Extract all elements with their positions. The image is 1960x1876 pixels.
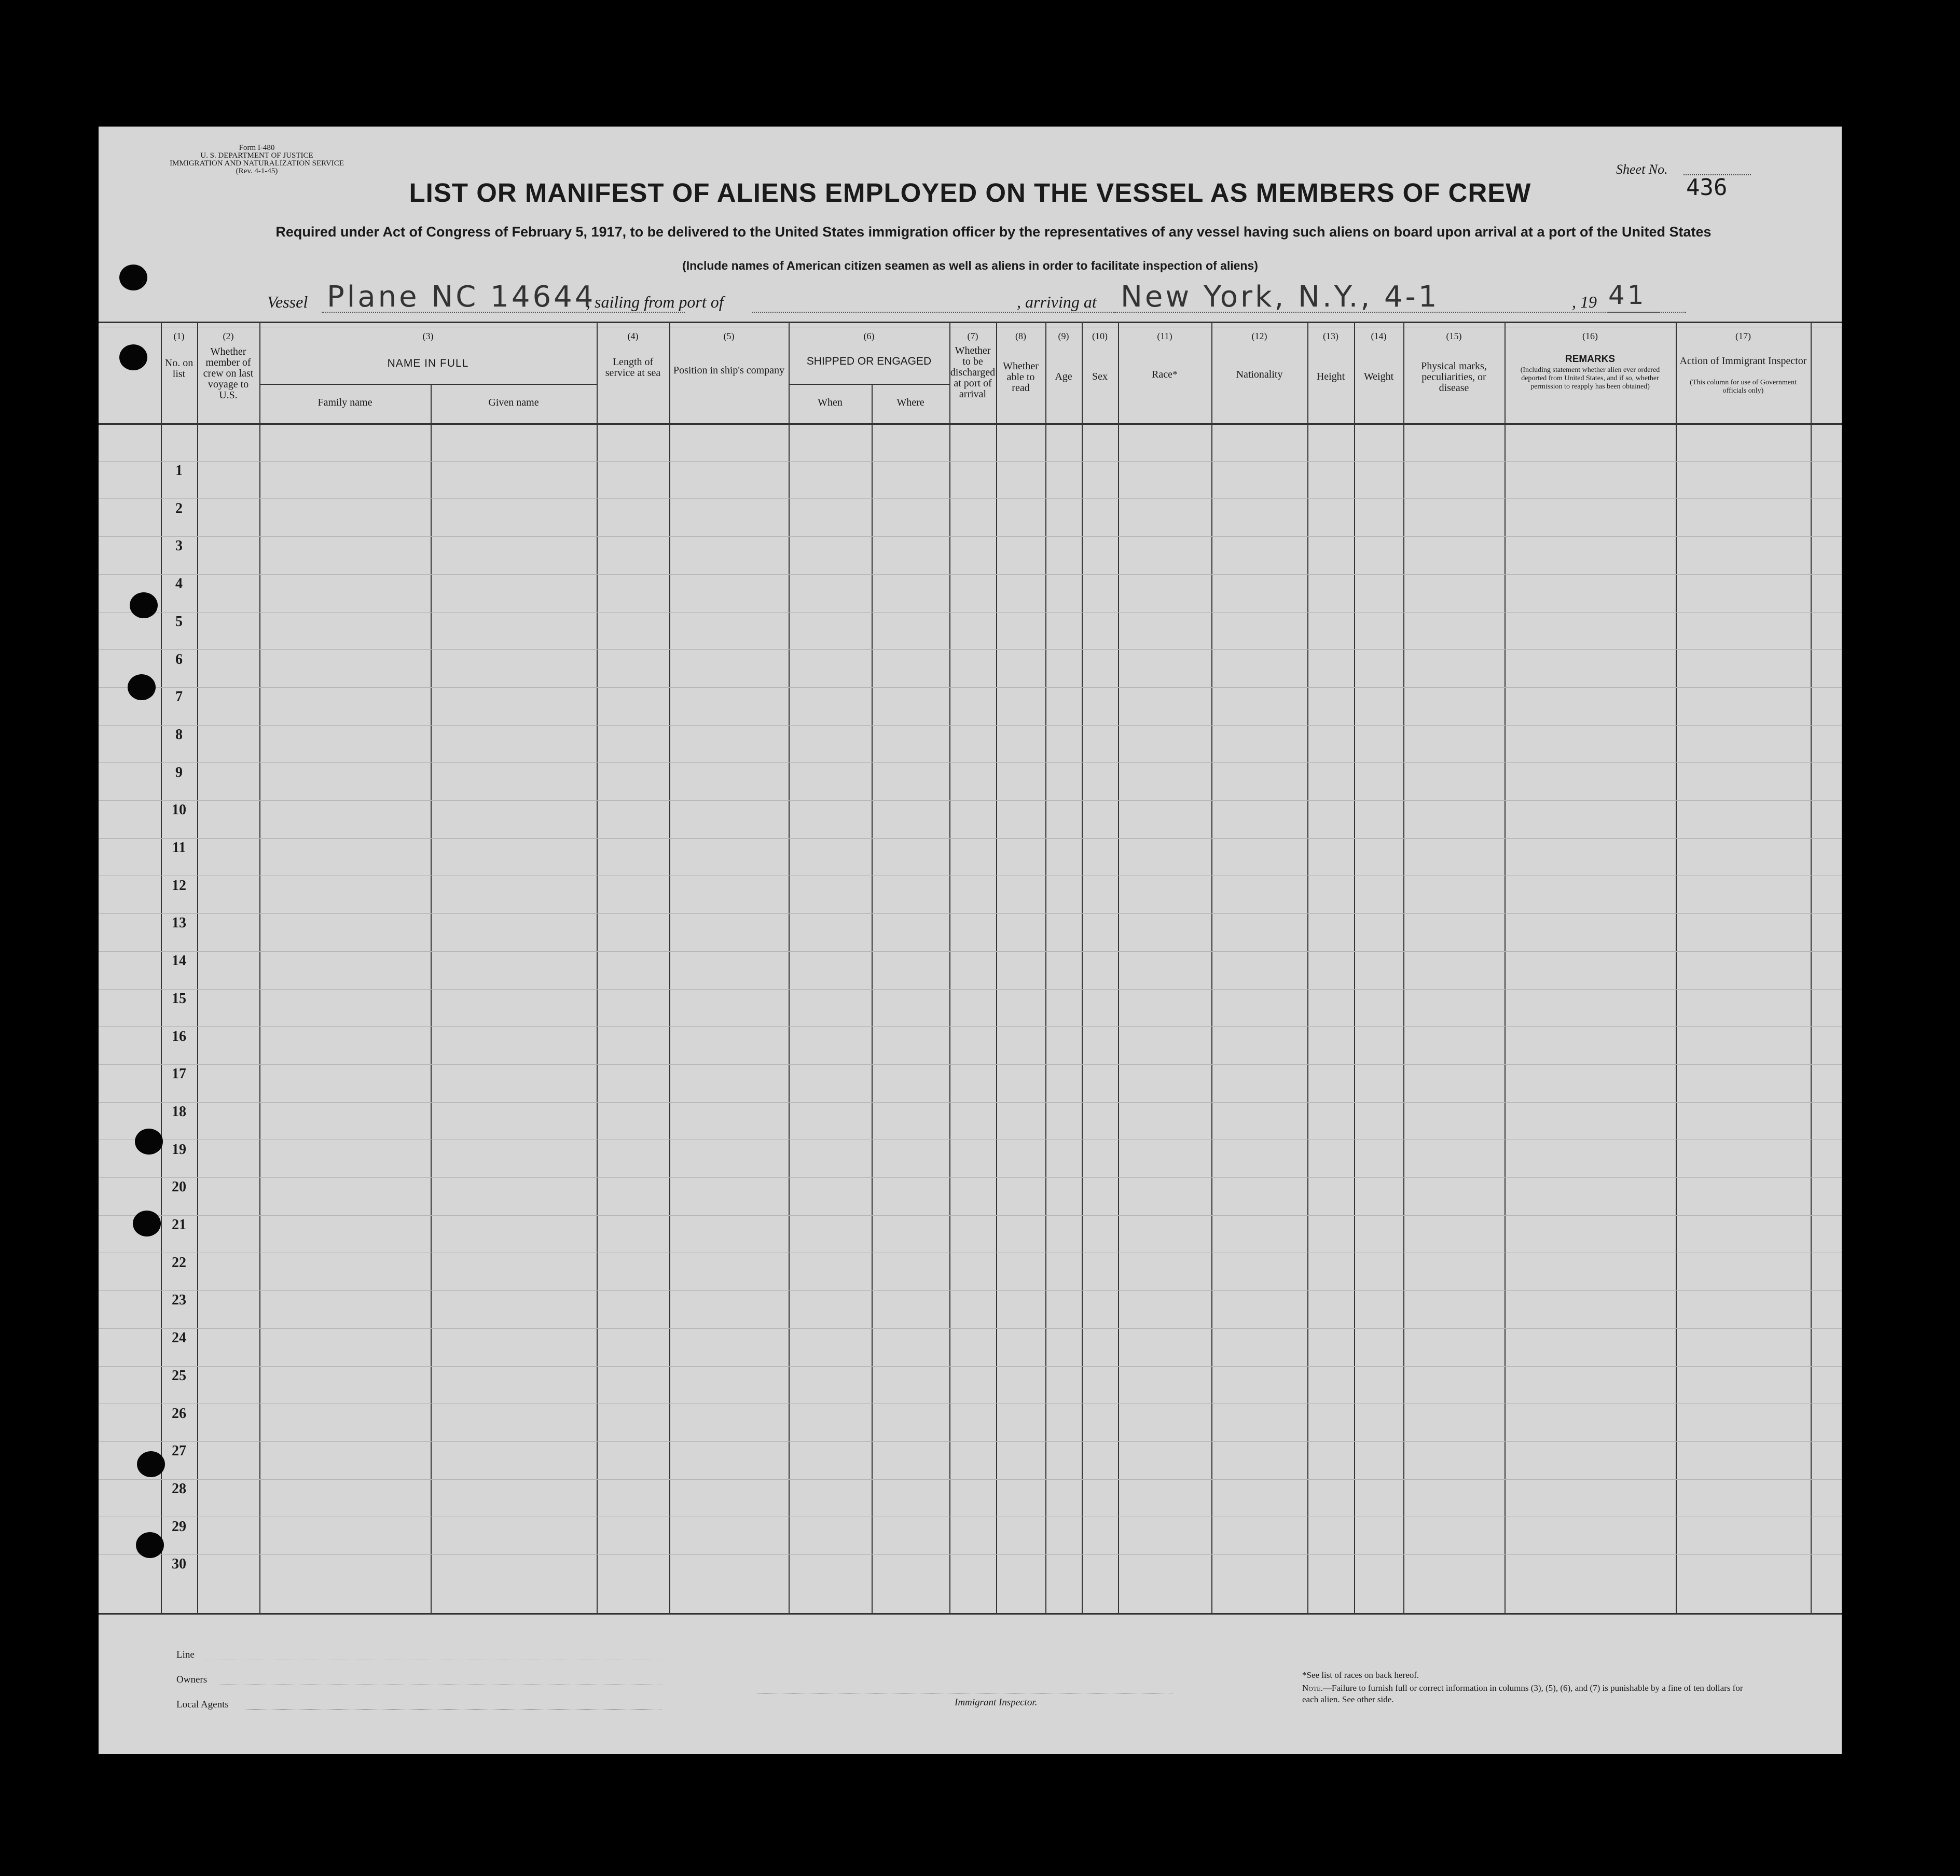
row-rule (99, 989, 1842, 990)
col-rule (1676, 322, 1677, 1613)
col-rule (597, 322, 598, 1613)
row-number: 4 (175, 576, 183, 592)
punch-hole (130, 592, 158, 618)
col-head-weight: Weight (1363, 371, 1394, 382)
row-rule (99, 1026, 1842, 1027)
row-rule (99, 612, 1842, 613)
col-head-shipped-or-engaged: SHIPPED OR ENGAGED (806, 355, 932, 367)
vessel-value[interactable]: Plane NC 14644 (327, 280, 596, 314)
row-rule (99, 498, 1842, 499)
row-rule (99, 1064, 1842, 1065)
col-num-8: (8) (1015, 331, 1026, 341)
row-rule (99, 536, 1842, 537)
row-rule (99, 649, 1842, 650)
col-head-age: Age (1055, 371, 1072, 382)
punch-hole (136, 1532, 164, 1558)
year-label: , 19 (1572, 293, 1597, 311)
row-rule (99, 800, 1842, 801)
row-number: 23 (172, 1292, 186, 1309)
col-rule (1307, 322, 1308, 1613)
table-bottom-rule (99, 1613, 1842, 1615)
col-num-12: (12) (1251, 331, 1267, 341)
row-rule (99, 1403, 1842, 1404)
row-number: 22 (172, 1254, 186, 1271)
row-rule (99, 1441, 1842, 1442)
year-field-line (1608, 312, 1660, 313)
header-bottom-rule (99, 423, 1842, 425)
col-head-inspector-note: (This column for use of Government officials only) (1690, 379, 1797, 395)
fine-note-label: Note. (1302, 1683, 1323, 1693)
col-rule (1045, 322, 1046, 1613)
row-rule (99, 951, 1842, 952)
shipped-subheader-rule (789, 384, 949, 385)
row-rule (99, 1554, 1842, 1555)
form-number: Form I-480 (239, 144, 275, 152)
col-num-16: (16) (1582, 331, 1598, 341)
row-rule (99, 762, 1842, 763)
row-rule (99, 1177, 1842, 1178)
col-rule (197, 322, 198, 1613)
col-head-able-to-read: Whether able to read (1003, 360, 1039, 394)
col-rule (949, 322, 950, 1613)
punch-hole (135, 1129, 163, 1155)
col-head-last-voyage: Whether member of crew on last voyage to U.S. (203, 346, 254, 401)
form-department: U. S. DEPARTMENT OF JUSTICE (200, 151, 313, 160)
vessel-label: Vessel (267, 293, 308, 311)
punch-hole (137, 1451, 165, 1477)
punch-hole (128, 674, 156, 700)
manifest-sheet (99, 127, 1842, 1754)
punch-hole (133, 1211, 161, 1236)
row-number: 18 (172, 1103, 186, 1120)
col-num-3: (3) (422, 331, 434, 341)
row-number: 16 (172, 1028, 186, 1045)
col-head-remarks-note: (Including statement whether alien ever ordered deported from United States, and if so, whether permission to reapply has been obtained) (1520, 366, 1660, 391)
row-number: 29 (172, 1518, 186, 1535)
col-head-sex: Sex (1092, 371, 1108, 382)
form-subtitle: Required under Act of Congress of February 5, 1917, to be delivered to the United States immigration officer by the representatives of any vessel having such aliens on board upon arrival at a port of the United States (275, 224, 1711, 240)
col-num-4: (4) (627, 331, 639, 341)
col-rule (431, 384, 432, 1613)
col-head-no-on-list: No. on list (164, 357, 194, 380)
col-rule (1504, 322, 1506, 1613)
col-rule (259, 322, 260, 1613)
col-head-shipped-where: Where (896, 397, 924, 408)
arriving-label: , arriving at (1017, 293, 1097, 311)
row-number: 20 (172, 1179, 186, 1196)
col-head-race: Race* (1152, 369, 1178, 380)
row-number: 13 (172, 915, 186, 932)
col-num-2: (2) (223, 331, 234, 341)
row-number: 28 (172, 1480, 186, 1497)
col-head-inspector-action: Action of Immigrant Inspector (1679, 355, 1807, 367)
table-top-rule (99, 322, 1842, 323)
row-rule (99, 1366, 1842, 1367)
col-num-13: (13) (1323, 331, 1338, 341)
row-number: 15 (172, 990, 186, 1007)
col-num-10: (10) (1092, 331, 1108, 341)
sailing-label: , sailing from port of (586, 293, 724, 311)
sheet-number: 436 (1686, 174, 1728, 201)
sailing-field-line[interactable] (752, 312, 1115, 313)
col-num-15: (15) (1446, 331, 1462, 341)
col-head-physical-marks: Physical marks, peculiarities, or disease (1421, 360, 1487, 394)
races-note: *See list of races on back hereof. (1302, 1670, 1419, 1680)
row-rule (99, 461, 1842, 462)
col-rule (1811, 322, 1812, 1613)
col-head-height: Height (1316, 371, 1345, 382)
form-revision: (Rev. 4-1-45) (236, 167, 278, 175)
row-number: 21 (172, 1217, 186, 1233)
row-number: 5 (175, 613, 183, 630)
form-service: IMMIGRATION AND NATURALIZATION SERVICE (170, 159, 344, 168)
col-rule (1403, 322, 1404, 1613)
row-number: 10 (172, 802, 186, 818)
col-head-remarks: REMARKS (1565, 354, 1616, 365)
row-number: 11 (172, 840, 186, 856)
form-title: LIST OR MANIFEST OF ALIENS EMPLOYED ON THE VESSEL AS MEMBERS OF CREW (409, 178, 1531, 207)
col-rule (872, 384, 873, 1613)
row-number: 17 (172, 1066, 186, 1082)
col-rule (669, 322, 670, 1613)
col-head-position: Position in ship's company (673, 365, 785, 376)
col-rule (1118, 322, 1119, 1613)
col-num-1: (1) (173, 331, 185, 341)
col-num-7: (7) (967, 331, 978, 341)
row-number: 1 (175, 463, 183, 479)
row-number: 8 (175, 726, 183, 743)
col-head-nationality: Nationality (1236, 369, 1283, 380)
inspector-label: Immigrant Inspector. (955, 1697, 1038, 1708)
row-rule (99, 1102, 1842, 1103)
col-num-14: (14) (1371, 331, 1387, 341)
row-rule (99, 725, 1842, 726)
row-number: 26 (172, 1405, 186, 1422)
name-subheader-rule (259, 384, 597, 385)
fine-note-text: —Failure to furnish full or correct information in columns (3), (5), (6), and (7) is punishable by a fine of ten dollars for each alien. See other side. (1302, 1683, 1743, 1704)
row-number: 3 (175, 538, 183, 554)
col-num-6: (6) (863, 331, 875, 341)
col-rule (996, 322, 997, 1613)
punch-hole (119, 344, 147, 370)
row-number: 24 (172, 1330, 186, 1346)
sheet-number-label: Sheet No. (1616, 162, 1668, 177)
row-rule (99, 838, 1842, 839)
row-number: 6 (175, 651, 183, 668)
form-note: (Include names of American citizen seamen as well as aliens in order to facilitate inspection of aliens) (682, 259, 1258, 272)
row-rule (99, 574, 1842, 575)
year-value[interactable]: 41 (1608, 280, 1647, 310)
col-head-given-name: Given name (488, 397, 539, 408)
row-number: 25 (172, 1367, 186, 1384)
form-identifier (169, 144, 345, 175)
footer-line-label: Line (176, 1649, 195, 1660)
row-number: 14 (172, 953, 186, 969)
row-number: 12 (172, 877, 186, 894)
col-num-5: (5) (723, 331, 735, 341)
arriving-value[interactable]: New York, N.Y., 4-1 (1121, 280, 1440, 314)
row-rule (99, 1215, 1842, 1216)
row-number: 2 (175, 500, 183, 517)
row-number: 9 (175, 764, 183, 781)
row-rule (99, 913, 1842, 914)
footer-local-agents-label: Local Agents (176, 1699, 229, 1710)
row-rule (99, 1479, 1842, 1480)
row-number: 27 (172, 1443, 186, 1460)
row-rule (99, 687, 1842, 688)
punch-hole (119, 265, 147, 290)
col-head-family-name: Family name (318, 397, 372, 408)
col-rule (1082, 322, 1083, 1613)
row-rule (99, 1328, 1842, 1329)
row-rule (99, 1290, 1842, 1291)
col-rule (1354, 322, 1355, 1613)
col-head-discharged: Whether to be discharged at port of arrival (950, 345, 996, 400)
col-head-name-in-full: NAME IN FULL (387, 357, 469, 369)
col-num-11: (11) (1157, 331, 1172, 341)
fine-note (1302, 1683, 1748, 1705)
col-num-17: (17) (1735, 331, 1751, 341)
crew-table (99, 322, 1842, 1613)
footer-owners-label: Owners (176, 1674, 208, 1685)
col-rule (1211, 322, 1212, 1613)
col-num-9: (9) (1058, 331, 1069, 341)
row-number: 30 (172, 1556, 186, 1573)
col-rule (789, 322, 790, 1613)
col-head-shipped-when: When (818, 397, 843, 408)
row-number: 19 (172, 1141, 186, 1158)
row-number: 7 (175, 689, 183, 705)
col-head-length-of-service: Length of service at sea (605, 356, 661, 379)
